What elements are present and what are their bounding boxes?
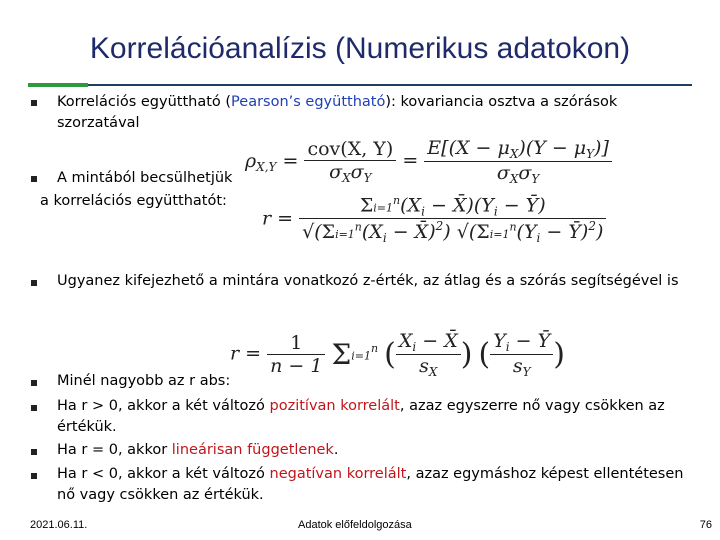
bullet-text: értékük. [57,419,117,435]
bullet-z-score [57,271,707,292]
bullet-pearson [57,92,697,134]
bullet-text: Ha r > 0, akkor a két változó [57,398,270,414]
formula-z-score-correlation: r = $\frac{1}{n - 1}$ $\Sigma i=1^n$ ( $\frac{X_i - X̄}{s_X}$ ) ( $\frac{Y_i - Ȳ}{s_Y}$ ) [230,330,565,379]
footer-date: 2021.06.11. [30,519,88,531]
bullet-text: Minél nagyobb az r abs: [57,373,231,389]
footer-title: Adatok előfeldolgozása [298,519,412,531]
bullet-sample-estimate [57,168,232,189]
bullet-text: ): kovariancia osztva a szórások [385,94,618,110]
bullet-independent [57,440,338,461]
bullet-negative [57,464,697,506]
bullet-text: szorzatával [57,115,140,131]
bullet-positive [57,396,697,438]
negative-term: negatívan korrelált [269,466,407,482]
bullet-text: , azaz egymáshoz képest ellentétesen [406,466,684,482]
title-divider [28,84,692,86]
formula-sample-correlation: r = $\frac{\Sigma i=1^n(X_i - X̄)(Y_i - Ȳ)}{√(\Sigma i=1^n(X_i - X̄)^2) √(\Sigma i=1^n(Y_i - Ȳ)^2)}$ [262,194,606,245]
bullet-text: nő vagy csökken az értékük. [57,487,264,503]
pearson-term: Pearson’s együttható [231,94,386,110]
bullet-marker [31,449,37,455]
slide-title: Korrelációanalízis (Numerikus adatokon) [89,32,631,65]
positive-term: pozitívan korrelált [269,398,400,414]
bullet-marker [31,176,37,182]
bullet-text: A mintából becsülhetjük [57,170,233,186]
bullet-text: Ha r < 0, akkor a két változó [57,466,270,482]
page-number: 76 [699,519,712,531]
bullet-marker [31,280,37,286]
formula-population-correlation: $\rho_{X,Y}$ = $\frac{\text{cov(X, Y)}}{\sigma_X\sigma_Y}$ = $\frac{E[(X - \mu_X)(Y - \mu_Y)]}{\sigma_X\sigma_Y}$ [245,137,612,186]
bullet-marker [31,405,37,411]
bullet-text: , azaz egyszerre nő vagy csökken az [399,398,665,414]
independent-term: lineárisan függetlenek [171,442,334,458]
bullet-sample-estimate-line2 [40,191,227,212]
bullet-text: . [333,442,339,458]
bullet-text: Korrelációs együttható ( [57,94,232,110]
bullet-text: a korrelációs együtthatót: [40,193,227,209]
bullet-abs-value [57,371,230,392]
bullet-text: Ugyanez kifejezhető a mintára vonatkozó z-érték, az átlag és a szórás segítségével is [57,273,679,289]
bullet-marker [31,380,37,386]
bullet-marker [31,473,37,479]
bullet-text: Ha r = 0, akkor [57,442,172,458]
bullet-marker [31,100,37,106]
